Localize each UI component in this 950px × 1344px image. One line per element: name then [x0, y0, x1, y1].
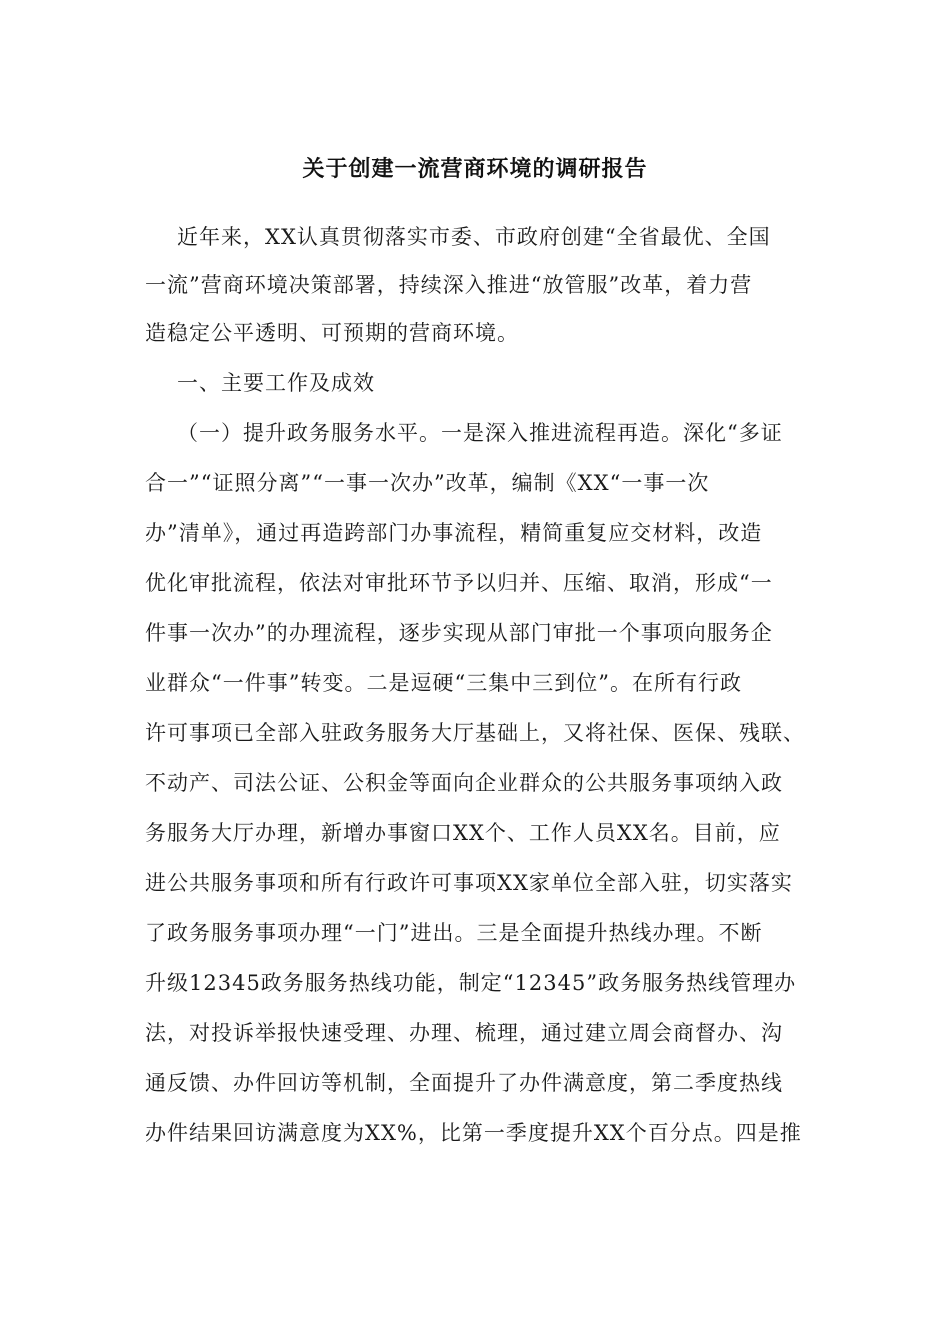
- paragraph-line: 办”清单》，通过再造跨部门办事流程，精简重复应交材料，改造: [145, 521, 763, 545]
- paragraph-line: （一）提升政务服务水平。一是深入推进流程再造。深化“多证: [177, 421, 783, 445]
- paragraph-line: 升级12345政务服务热线功能，制定“12345”政务服务热线管理办: [145, 971, 797, 995]
- paragraph-line: 务服务大厅办理，新增办事窗口XX个、工作人员XX名。目前，应: [145, 821, 781, 845]
- paragraph-line: 一流”营商环境决策部署，持续深入推进“放管服”改革，着力营: [145, 273, 753, 297]
- section-heading: 一、主要工作及成效: [177, 371, 375, 395]
- paragraph-line: 进公共服务事项和所有行政许可事项XX家单位全部入驻，切实落实: [145, 871, 793, 895]
- document-title: 关于创建一流营商环境的调研报告: [302, 156, 648, 182]
- paragraph-line: 优化审批流程，依法对审批环节予以归并、压缩、取消，形成“一: [145, 571, 773, 595]
- paragraph-line: 不动产、司法公证、公积金等面向企业群众的公共服务事项纳入政: [145, 771, 783, 795]
- paragraph-line: 通反馈、办件回访等机制，全面提升了办件满意度，第二季度热线: [145, 1071, 783, 1095]
- paragraph-line: 法，对投诉举报快速受理、办理、梳理，通过建立周会商督办、沟: [145, 1021, 783, 1045]
- paragraph-line: 办件结果回访满意度为XX%，比第一季度提升XX个百分点。四是推: [145, 1121, 802, 1145]
- paragraph-line: 业群众“一件事”转变。二是逗硬“三集中三到位”。在所有行政: [145, 671, 742, 695]
- paragraph-line: 合一”“证照分离”“一事一次办”改革，编制《XX“一事一次: [145, 471, 710, 495]
- paragraph-line: 了政务服务事项办理“一门”进出。三是全面提升热线办理。不断: [145, 921, 763, 945]
- paragraph-line: 近年来，XX认真贯彻落实市委、市政府创建“全省最优、全国: [177, 225, 771, 249]
- paragraph-line: 许可事项已全部入驻政务服务大厅基础上，又将社保、医保、残联、: [145, 721, 805, 745]
- paragraph-line: 造稳定公平透明、可预期的营商环境。: [145, 321, 519, 345]
- paragraph-line: 件事一次办”的办理流程，逐步实现从部门审批一个事项向服务企: [145, 621, 773, 645]
